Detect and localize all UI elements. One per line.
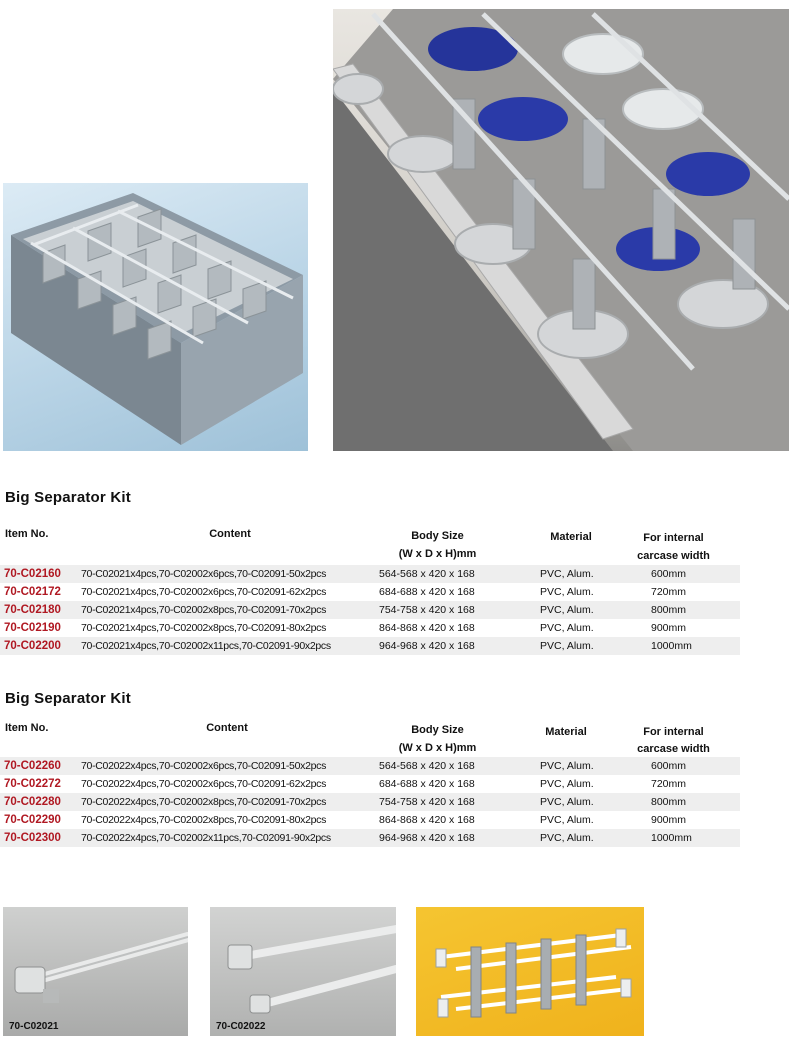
- separator-kit-table-2: [0, 690, 796, 850]
- drawer-with-jars-photo: [333, 9, 789, 451]
- body-size-cell: 754-758 x 420 x 168: [379, 604, 475, 616]
- content-cell: 70-C02022x4pcs,70-C02002x8pcs,70-C02091-80x2pcs: [81, 814, 327, 826]
- item-number: 70-C02290: [4, 814, 61, 826]
- rod-end-illustration: [3, 907, 188, 1036]
- drawer-separator-kit-illustration: [3, 183, 308, 451]
- header-content: Content: [206, 722, 248, 734]
- body-size-cell: 864-868 x 420 x 168: [379, 622, 475, 634]
- material-cell: PVC, Alum.: [540, 622, 594, 634]
- material-cell: PVC, Alum.: [540, 586, 594, 598]
- carcase-width-cell: 900mm: [651, 814, 687, 826]
- body-size-cell: 754-758 x 420 x 168: [379, 796, 475, 808]
- item-number: 70-C02190: [4, 622, 61, 634]
- material-cell: PVC, Alum.: [540, 832, 594, 844]
- table-row: [0, 775, 740, 793]
- header-body-size-units: (W x D x H)mm: [398, 742, 477, 754]
- section-title: Big Separator Kit: [5, 489, 131, 506]
- item-number: 70-C02180: [4, 604, 61, 616]
- rod-end-photo: [210, 907, 396, 1036]
- table-row: [0, 565, 740, 583]
- header-carcase-width: For internal: [643, 532, 704, 544]
- body-size-cell: 564-568 x 420 x 168: [379, 760, 475, 772]
- table-row: [0, 583, 740, 601]
- table-row: [0, 601, 740, 619]
- carcase-width-cell: 720mm: [651, 586, 687, 598]
- photo-caption: 70-C02021: [9, 1021, 59, 1032]
- item-number: 70-C02272: [4, 778, 61, 790]
- content-cell: 70-C02021x4pcs,70-C02002x6pcs,70-C02091-62x2pcs: [81, 586, 327, 598]
- body-size-cell: 964-968 x 420 x 168: [379, 640, 475, 652]
- header-body-size: Body Size: [411, 724, 464, 736]
- carcase-width-cell: 1000mm: [651, 640, 692, 652]
- header-item-no: Item No.: [5, 528, 49, 540]
- table-row: [0, 757, 740, 775]
- body-size-cell: 964-968 x 420 x 168: [379, 832, 475, 844]
- carcase-width-cell: 600mm: [651, 568, 687, 580]
- carcase-width-cell: 1000mm: [651, 832, 692, 844]
- body-size-cell: 684-688 x 420 x 168: [379, 778, 475, 790]
- header-material: Material: [545, 726, 587, 738]
- item-number: 70-C02260: [4, 760, 61, 772]
- material-cell: PVC, Alum.: [540, 760, 594, 772]
- header-carcase-width-line2: carcase width: [637, 743, 710, 755]
- carcase-width-cell: 720mm: [651, 778, 687, 790]
- carcase-width-cell: 900mm: [651, 622, 687, 634]
- photo-caption: 70-C02022: [216, 1021, 266, 1032]
- table-body: [0, 565, 740, 655]
- header-content: Content: [209, 528, 251, 540]
- content-cell: 70-C02021x4pcs,70-C02002x8pcs,70-C02091-70x2pcs: [81, 604, 327, 616]
- separator-kit-table-1: [0, 489, 796, 659]
- rod-end-photo: [3, 907, 188, 1036]
- content-cell: 70-C02021x4pcs,70-C02002x8pcs,70-C02091-80x2pcs: [81, 622, 327, 634]
- item-number: 70-C02200: [4, 640, 61, 652]
- material-cell: PVC, Alum.: [540, 604, 594, 616]
- material-cell: PVC, Alum.: [540, 568, 594, 580]
- header-carcase-width: For internal: [643, 726, 704, 738]
- separator-frame-illustration: [416, 907, 644, 1036]
- material-cell: PVC, Alum.: [540, 640, 594, 652]
- material-cell: PVC, Alum.: [540, 814, 594, 826]
- header-body-size: Body Size: [411, 530, 464, 542]
- body-size-cell: 864-868 x 420 x 168: [379, 814, 475, 826]
- table-body: [0, 757, 740, 847]
- table-row: [0, 619, 740, 637]
- table-row: [0, 793, 740, 811]
- material-cell: PVC, Alum.: [540, 778, 594, 790]
- drawer-separator-kit-photo: [3, 183, 308, 451]
- rod-end-illustration: [210, 907, 396, 1036]
- item-number: 70-C02160: [4, 568, 61, 580]
- header-carcase-width-line2: carcase width: [637, 550, 710, 562]
- item-number: 70-C02280: [4, 796, 61, 808]
- content-cell: 70-C02021x4pcs,70-C02002x6pcs,70-C02091-50x2pcs: [81, 568, 327, 580]
- body-size-cell: 684-688 x 420 x 168: [379, 586, 475, 598]
- content-cell: 70-C02022x4pcs,70-C02002x6pcs,70-C02091-62x2pcs: [81, 778, 327, 790]
- drawer-with-jars-illustration: [333, 9, 789, 451]
- header-item-no: Item No.: [5, 722, 49, 734]
- header-body-size-units: (W x D x H)mm: [398, 548, 477, 560]
- body-size-cell: 564-568 x 420 x 168: [379, 568, 475, 580]
- item-number: 70-C02300: [4, 832, 61, 844]
- table-row: [0, 829, 740, 847]
- section-title: Big Separator Kit: [5, 690, 131, 707]
- separator-frame-photo: [416, 907, 644, 1036]
- header-material: Material: [550, 531, 592, 543]
- table-row: [0, 637, 740, 655]
- content-cell: 70-C02022x4pcs,70-C02002x6pcs,70-C02091-50x2pcs: [81, 760, 327, 772]
- item-number: 70-C02172: [4, 586, 61, 598]
- content-cell: 70-C02022x4pcs,70-C02002x8pcs,70-C02091-70x2pcs: [81, 796, 327, 808]
- content-cell: 70-C02022x4pcs,70-C02002x11pcs,70-C02091-90x2pcs: [81, 832, 331, 844]
- table-row: [0, 811, 740, 829]
- material-cell: PVC, Alum.: [540, 796, 594, 808]
- content-cell: 70-C02021x4pcs,70-C02002x11pcs,70-C02091-90x2pcs: [81, 640, 331, 652]
- carcase-width-cell: 800mm: [651, 604, 687, 616]
- carcase-width-cell: 800mm: [651, 796, 687, 808]
- carcase-width-cell: 600mm: [651, 760, 687, 772]
